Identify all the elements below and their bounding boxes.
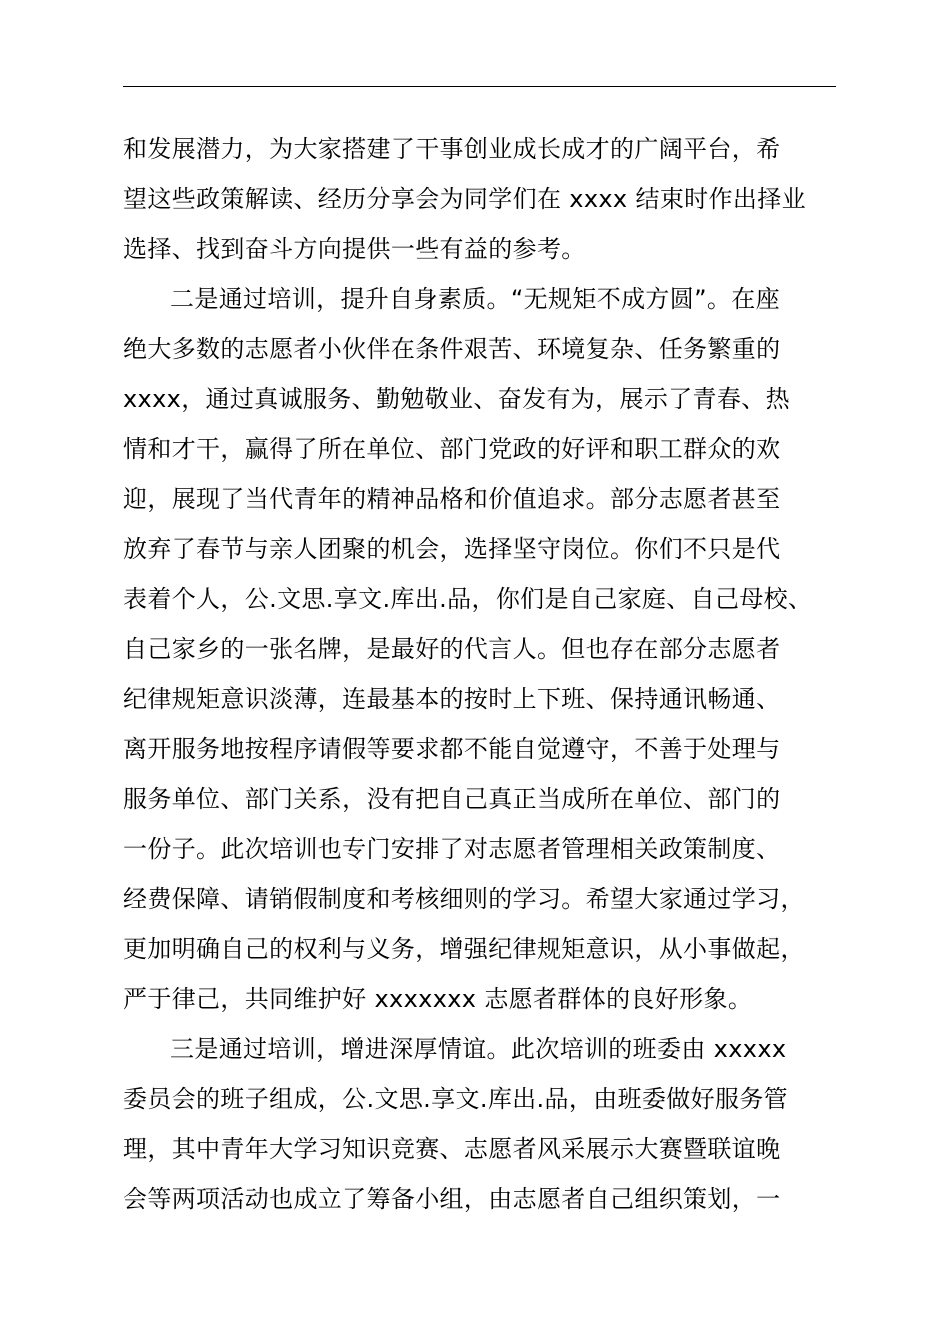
text-line: 表着个人，公.文思.享文.库出.品，你们是自己家庭、自己母校、 <box>123 585 813 613</box>
text-line: 放弃了春节与亲人团聚的机会，选择坚守岗位。你们不只是代 <box>123 535 781 563</box>
text-line: 和发展潜力，为大家搭建了干事创业成长成才的广阔平台，希 <box>123 135 781 163</box>
text-line: 严于律己，共同维护好 xxxxxxx 志愿者群体的良好形象。 <box>123 985 753 1013</box>
text-line: 更加明确自己的权利与义务，增强纪律规矩意识，从小事做起， <box>123 935 805 963</box>
text-line: 一份子。此次培训也专门安排了对志愿者管理相关政策制度、 <box>123 835 781 863</box>
body-text <box>123 124 863 1224</box>
text-line: 纪律规矩意识淡薄，连最基本的按时上下班、保持通讯畅通、 <box>123 685 781 713</box>
text-line: 迎，展现了当代青年的精神品格和价值追求。部分志愿者甚至 <box>123 485 781 513</box>
text-line: 望这些政策解读、经历分享会为同学们在 xxxx 结束时作出择业 <box>123 185 806 213</box>
paragraph-start-line: 三是通过培训，增进深厚情谊。此次培训的班委由 xxxxx <box>170 1035 787 1063</box>
text-line: 情和才干，赢得了所在单位、部门党政的好评和职工群众的欢 <box>123 435 781 463</box>
text-line: 选择、找到奋斗方向提供一些有益的参考。 <box>123 235 586 263</box>
text-line: 经费保障、请销假制度和考核细则的学习。希望大家通过学习， <box>123 885 805 913</box>
paragraph-start-line: 二是通过培训，提升自身素质。“无规矩不成方圆”。在座 <box>170 285 780 313</box>
text-line: 会等两项活动也成立了筹备小组，由志愿者自己组织策划，一 <box>123 1185 781 1213</box>
header-rule <box>123 86 836 87</box>
text-line: 绝大多数的志愿者小伙伴在条件艰苦、环境复杂、任务繁重的 <box>123 335 781 363</box>
text-line: xxxx，通过真诚服务、勤勉敬业、奋发有为，展示了青春、热 <box>123 385 790 413</box>
text-line: 自己家乡的一张名牌，是最好的代言人。但也存在部分志愿者 <box>123 635 781 663</box>
text-line: 离开服务地按程序请假等要求都不能自觉遵守，不善于处理与 <box>123 735 781 763</box>
text-line: 服务单位、部门关系，没有把自己真正当成所在单位、部门的 <box>123 785 781 813</box>
text-line: 理，其中青年大学习知识竞赛、志愿者风采展示大赛暨联谊晚 <box>123 1135 781 1163</box>
text-line: 委员会的班子组成，公.文思.享文.库出.品，由班委做好服务管 <box>123 1085 789 1113</box>
